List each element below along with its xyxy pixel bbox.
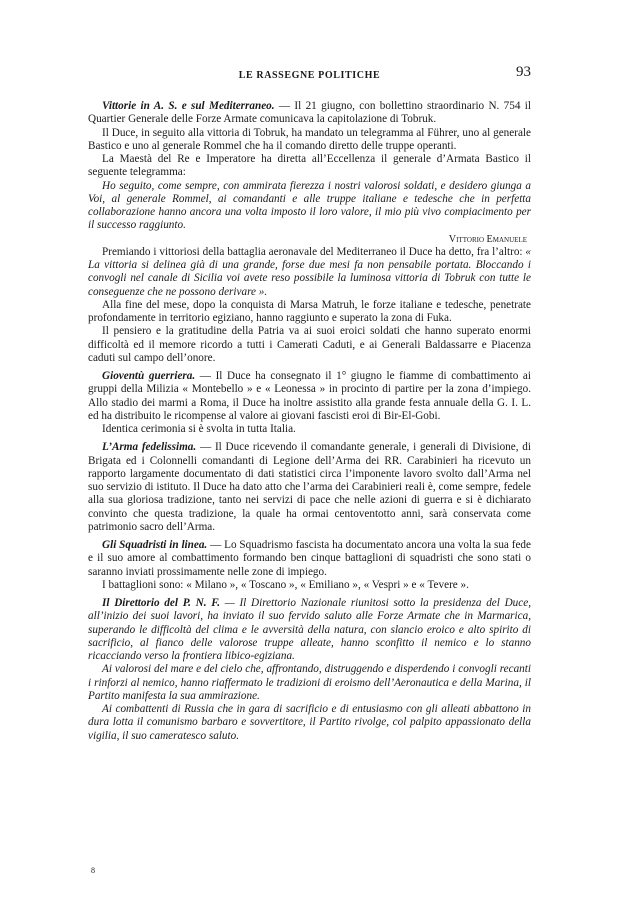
paragraph: Ai combattenti di Russia che in gara di sacrificio e di entusiasmo con gli alleati abbattono in dura lotta il comunismo barbaro e sovvertitore, il Partito rivolge, col palpito appassionato della vigilia, il suo cameratesco saluto.	[88, 703, 531, 742]
running-title: LE RASSEGNE POLITICHE	[238, 70, 381, 81]
body-text	[88, 100, 531, 743]
paragraph-premiando	[88, 246, 531, 299]
paragraph-text: — Lo Squadrismo fascista ha documentato ancora una volta la sua fede e il suo amore al combattimento formando ben cinque battaglioni di squadristi che sono stati o saranno inviati prossimamente nelle zone di impiego.	[88, 539, 531, 578]
paragraph-text: Premiando i vittoriosi della battaglia aeronavale del Mediterraneo il Duce ha detto, fra l’altro:	[102, 245, 523, 258]
telegram-text: Ho seguito, come sempre, con ammirata fierezza i nostri valorosi soldati, e desidero giunga a Voi, al generale Rommel, ai comandanti e alle truppe italiane e tedesche che in perfetta collaborazione hanno ancora una volta imposto il loro valore, il mio più vivo compiacimento per il successo raggiunto.	[88, 179, 531, 232]
paragraph-squadristi-lead	[88, 539, 531, 579]
signature-mark: 8	[91, 866, 95, 875]
paragraph-gioventu-lead	[88, 370, 531, 423]
paragraph: Identica cerimonia si è svolta in tutta Italia.	[102, 423, 296, 435]
paragraph-text: — Il Direttorio Nazionale riunitosi sotto la presidenza del Duce, all’inizio dei suoi lavori, ha inviato il suo fervido saluto alle Forze Armate che in Marmarica, superando le difficoltà del clima e le avversità della natura, con slancio eroico e alto spirito di sacrificio, al fianco delle valorose truppe alleate, hanno sconfitto il nemico e lo stanno ricacciando verso la frontiera libico-egiziana.	[88, 597, 531, 662]
rubric-arma: L’Arma fedelissima.	[102, 441, 197, 454]
paragraph-text: — Il Duce ha consegnato il 1° giugno le fiamme di combattimento ai gruppi della Milizia « Montebello » e « Leonessa » in procinto di partire per la zona d’impiego. Allo stadio dei marmi a Roma, il Duce ha inoltre assistito alla grande festa annuale della G. I. L. ed ha distribuito le ricompense al valore ai giovani fascisti eroi di Bir-El-Gobi.	[88, 370, 531, 422]
duce-quote: « La vittoria si delinea già di una grande, forse due mesi fa non pensabile portata. Bloccando i convogli nel canale di Sicilia voi avete reso possibile la luminosa vittoria di Tobruk con tutte le conseguenze che ne possono derivare ».	[88, 245, 532, 298]
rubric-vittorie: Vittorie in A. S. e sul Mediterraneo.	[102, 100, 275, 112]
paragraph: La Maestà del Re e Imperatore ha diretta all’Eccellenza il generale d’Armata Bastico il seguente telegramma:	[88, 153, 531, 179]
page-number: 93	[516, 64, 531, 80]
paragraph-text: — Il Duce ricevendo il comandante generale, i generali di Divisione, di Brigata ed i Colonnelli comandanti di Legione dell’Arma dei RR. Carabinieri ha ricevuto un rapporto largamente documentato di dati statistici circa l’imponente lavoro svolto dall’Arma nel suo servizio di istituto. Il Duce ha dato atto che l’arma dei Carabinieri reali è, come sempre, fedele alla sua gloriosa tradizione, tanto nei servizi di pace che nelle azioni di guerra e si è dichiarato convinto che questa tradizione, la quale ha ormai centoventotto anni, sarà conservata come patrimonio sacro dell’Arma.	[88, 441, 532, 533]
paragraph: Il Duce, in seguito alla vittoria di Tobruk, ha mandato un telegramma al Führer, uno al generale Bastico e uno al generale Rommel che ha il comando diretto delle truppe operanti.	[88, 126, 531, 152]
paragraph: Il pensiero e la gratitudine della Patria va ai suoi eroici soldati che hanno superato enormi difficoltà ed il memore ricordo a tutti i Camerati Caduti, e ai Generali Baldassarre e Piacenza caduti sul campo dell’onore.	[88, 325, 531, 364]
paragraph: Alla fine del mese, dopo la conquista di Marsa Matruh, le forze italiane e tedesche, penetrate profondamente in territorio egiziano, hanno raggiunto e superato la zona di Fuka.	[88, 298, 531, 324]
rubric-gioventu: Gioventù guerriera.	[102, 370, 196, 382]
paragraph: Ai valorosi del mare e del cielo che, affrontando, distruggendo e disperdendo i convogli recanti i rinforzi al nemico, hanno riaffermato le tradizioni di eroismo dell’Aeronautica e della Marina, il Partito manifesta la sua ammirazione.	[88, 663, 531, 702]
rubric-direttorio: Il Direttorio del P. N. F.	[102, 597, 221, 609]
paragraph: I battaglioni sono: « Milano », « Toscano », « Emiliano », « Vespri » e « Tevere ».	[102, 578, 469, 591]
paragraph-direttorio-lead	[88, 597, 531, 663]
telegram-signature: Vittorio Emanuele	[448, 233, 527, 245]
paragraph-text: — Il 21 giugno, con bollettino straordinario N. 754 il Quartier Generale delle Forze Armate comunicava la capitolazione di Tobruk.	[88, 100, 532, 126]
page-header	[88, 64, 531, 88]
rubric-squadristi: Gli Squadristi in linea.	[102, 539, 208, 551]
paragraph-arma-lead	[88, 441, 531, 534]
paragraph-vittorie-lead	[88, 100, 531, 127]
